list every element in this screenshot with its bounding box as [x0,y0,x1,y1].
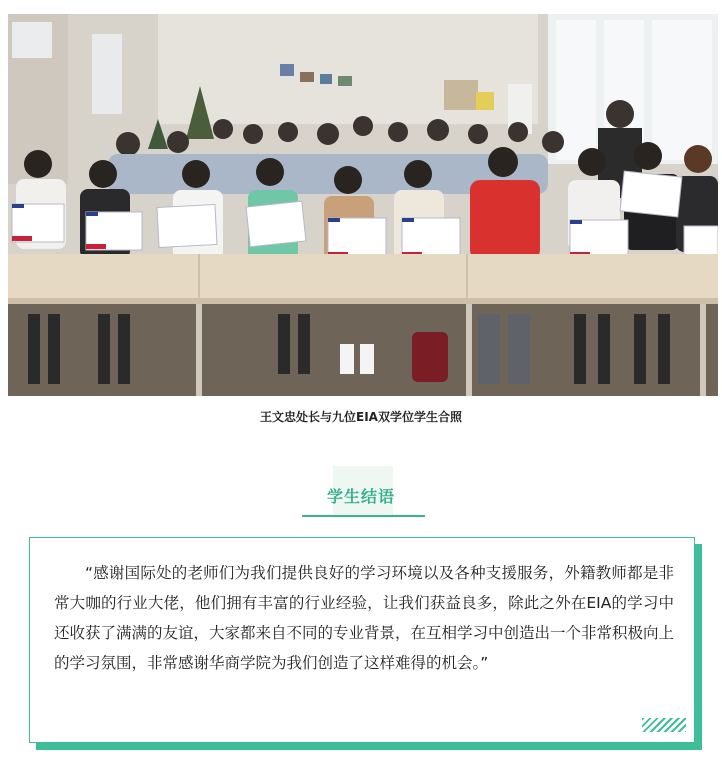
section-header [0,464,722,518]
photo-caption: 王文忠处长与九位EIA双学位学生合照 [260,410,462,424]
student-quote: “感谢国际处的老师们为我们提供良好的学习环境以及各种支援服务，外籍教师都是非常大咖的行业大佬，他们拥有丰富的行业经验，让我们获益良多，除此之外在EIA的学习中还收获了满满的友谊，大家都来自不同的专业背景，在互相学习中创造出一个非常积极向上的学习氛围，非常感谢华商学院为我们创造了这样难得的机会。” [54,564,675,672]
title-underline [302,515,425,517]
decorative-stripes [642,718,686,732]
group-photo-illustration [8,14,718,396]
quote-box [29,537,695,743]
section-title: 学生结语 [326,487,395,506]
group-photo [8,14,718,396]
